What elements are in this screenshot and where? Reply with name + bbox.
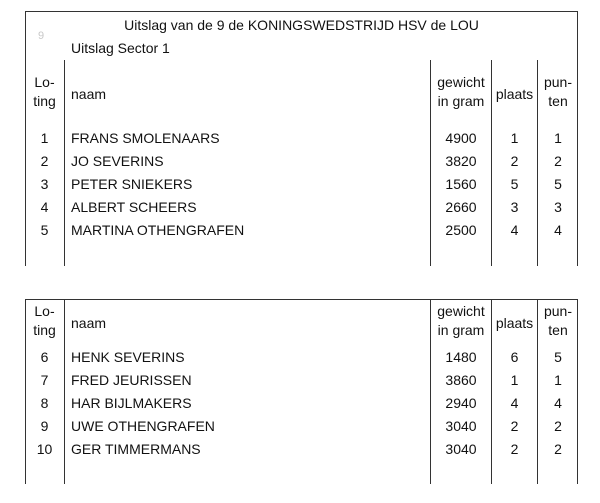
table-row-gewicht: 3040 [445,418,477,434]
table-row-loting: 9 [40,418,49,434]
table-row-loting: 8 [40,395,49,411]
table-row-loting: 5 [40,222,49,238]
sector-subtitle: Uitslag Sector 1 [71,40,170,56]
column-header-loting: Lo- [34,303,55,319]
column-divider [64,60,65,266]
table-row-naam: FRED JEURISSEN [71,372,192,388]
table-row-gewicht: 4900 [445,130,477,146]
column-header-punten: pun- [543,74,573,90]
column-header-naam: naam [71,315,107,331]
column-header-gewicht: gewicht [437,303,485,319]
column-header-plaats: plaats [495,86,534,102]
table-row-loting: 4 [40,199,49,215]
table-row-loting: 7 [40,372,49,388]
table-row-plaats: 6 [510,349,519,365]
table-row-loting: 3 [40,176,49,192]
column-header-punten: pun- [543,303,573,319]
table-row-naam: PETER SNIEKERS [71,176,193,192]
table-row-gewicht: 1480 [445,349,477,365]
table-row-punten: 2 [554,441,562,457]
table-row-gewicht: 3040 [445,441,477,457]
table-row-naam: ALBERT SCHEERS [71,199,197,215]
table-row-gewicht: 1560 [445,176,477,192]
table-row-naam: UWE OTHENGRAFEN [71,418,215,434]
table-row-loting: 10 [36,441,53,457]
table-row-naam: MARTINA OTHENGRAFEN [71,222,245,238]
table-row-naam: GER TIMMERMANS [71,441,201,457]
column-header-gewicht: gewicht [437,74,485,90]
table-row-plaats: 4 [510,222,519,238]
faint-page-number: 9 [38,30,45,42]
column-header-loting: ting [33,322,56,338]
table-row-plaats: 3 [510,199,519,215]
table-row-naam: JO SEVERINS [71,153,164,169]
table-row-loting: 6 [40,349,49,365]
column-header-punten: ten [548,93,568,109]
table-row-plaats: 1 [510,130,519,146]
table-row-gewicht: 2500 [445,222,477,238]
table-row-punten: 5 [554,176,562,192]
table-row-punten: 2 [554,418,562,434]
table-row-plaats: 2 [510,418,519,434]
table-row-plaats: 4 [510,395,519,411]
table-row-plaats: 5 [510,176,519,192]
column-header-naam: naam [71,86,107,102]
column-header-loting: Lo- [34,74,55,90]
table-row-punten: 1 [554,130,562,146]
table-row-punten: 1 [554,372,562,388]
column-header-plaats: plaats [495,315,534,331]
table-row-punten: 4 [554,222,562,238]
column-header-punten: ten [548,322,568,338]
column-header-gewicht: in gram [437,93,485,109]
table-row-loting: 2 [40,153,49,169]
table-row-punten: 4 [554,395,562,411]
table-row-punten: 2 [554,153,562,169]
table-row-gewicht: 2660 [445,199,477,215]
document-title: Uitslag van de 9 de KONINGSWEDSTRIJD HSV de LOU [124,17,479,33]
table-row-punten: 3 [554,199,562,215]
table-row-plaats: 2 [510,441,519,457]
table-row-gewicht: 2940 [445,395,477,411]
table-row-naam: FRANS SMOLENAARS [71,130,220,146]
table-row-plaats: 2 [510,153,519,169]
table-row-naam: HAR BIJLMAKERS [71,395,192,411]
table-row-punten: 5 [554,349,562,365]
column-header-loting: ting [33,93,56,109]
column-header-gewicht: in gram [437,322,485,338]
column-divider [64,299,65,484]
table-row-plaats: 1 [510,372,519,388]
table-row-gewicht: 3860 [445,372,477,388]
table-row-naam: HENK SEVERINS [71,349,185,365]
table-row-loting: 1 [40,130,49,146]
table-row-gewicht: 3820 [445,153,477,169]
